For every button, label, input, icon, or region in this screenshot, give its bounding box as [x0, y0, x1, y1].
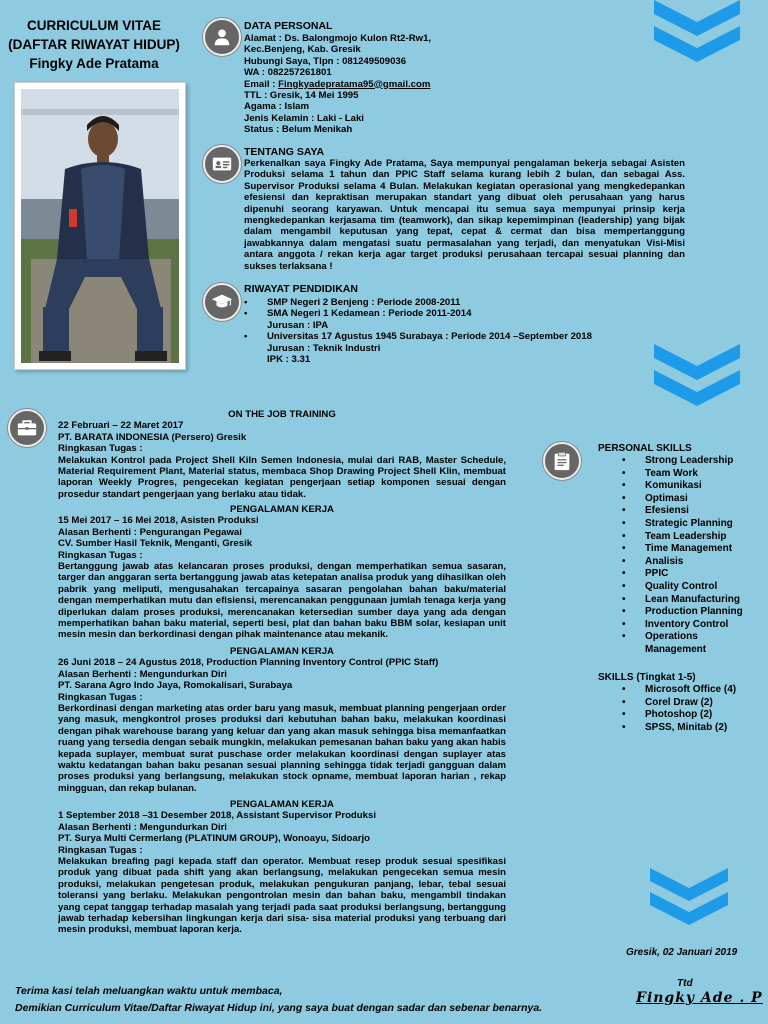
skill-item: • Quality Control: [622, 581, 758, 594]
footer: [15, 983, 595, 1017]
experience-line: 15 Mei 2017 – 16 Mei 2018, Asisten Produksi: [58, 515, 259, 527]
briefcase-icon-circle: [8, 409, 46, 447]
experience-text: Melakukan breafing pagi kepada staff dan operator. Membuat resep produk sesuai spesifikasi produk yang dibuat pada shift yang akan berlangsung, melakukan pengecekan semua mesin produksi, melakukan pengetesan produk, melakukan pengukuran panjang, lebar, tebal sesuai toleransi yang berlaku. Melakukan pengontrolan mesin dan bahan baku, mengambil tindakan yang cepat tanggap terhadap masalah yang terjadi pada saat produksi berlangsung, bertanggung jawab terhadap kebersihan lingkungan kerja dari sisa- sisa material produksi yang terbuang dari mesin produksi, membuat laporan kerja.: [58, 856, 506, 936]
personal-line: TTL : Gresik, 14 Mei 1995: [244, 90, 359, 102]
personal-email: Email : Fingkyadepratama95@gmail.com: [244, 78, 431, 90]
ojt-line: 22 Februari – 22 Maret 2017: [58, 420, 184, 432]
education-item: [244, 297, 684, 308]
skills-section: [598, 672, 758, 734]
signature-ttd: Ttd: [677, 978, 693, 989]
clipboard-icon: [551, 450, 573, 472]
footer-line: Terima kasi telah meluangkan waktu untuk membaca,: [15, 985, 283, 997]
personal-line: Hubungi Saya, Tlpn : 081249509036: [244, 55, 407, 67]
experience-line: Alasan Berhenti : Mengundurkan Diri: [58, 821, 227, 833]
education-title: RIWAYAT PENDIDIKAN: [244, 283, 358, 295]
skill-item: • SPSS, Minitab (2): [622, 722, 758, 735]
graduation-cap-icon: [211, 291, 233, 313]
education-line: Jurusan : IPA: [267, 319, 329, 331]
graduation-icon-circle: [203, 283, 241, 321]
experience-text: Berkordinasi dengan marketing atas order baru yang masuk, membuat planning pengerjaan order yang masuk, mengkontrol proses produksi dari kebutuhan bahan baku, melakukan koordinasi dengan pihak warehouse barang yang keluar dan yang akan masuk sehingga bisa memanfaatkan ruang yang tersedia dengan sebaik mungkin, melakukan pemesanan bahan baku yang akan habis kepada suplayer, membuat surat puschase order melakukan koordinasi dengan suplayer atas waktu kedatangan bahan baku pesanan sesuai planning sehingga tidak terjadi gangguan dalam proses produksi yang berlangsung, melakukan stock opname, membuat laporan harian , rekap mingguan, dan rekap bulanan.: [58, 703, 506, 794]
education-line: IPK : 3.31: [267, 354, 311, 366]
about-section: [244, 146, 685, 272]
skill-item: • Analisis: [622, 556, 758, 569]
briefcase-icon: [16, 417, 38, 439]
personal-line: Agama : Islam: [244, 101, 310, 113]
cv-subtitle: (DAFTAR RIWAYAT HIDUP): [8, 37, 180, 52]
clipboard-icon-circle: [543, 442, 581, 480]
experience-section: [58, 646, 506, 794]
ojt-text: Melakukan Kontrol pada Project Shell Kiln Semen Indonesia, mulai dari RAB, Master Schedule, Material Requirement Plant, Material status, membaca Shop Drawing Project Shell Klin, membuat laporan Weekly Progres, pengecekan kegiatan pengerjaan setiap komponen sesuai dengan prosedur standart pengerjaan yang berlaku atau tidak.: [58, 454, 506, 500]
personal-title: DATA PERSONAL: [244, 20, 333, 32]
skill-item: • Team Leadership: [622, 531, 758, 544]
about-text: Perkenalkan saya Fingky Ade Pratama, Saya mempunyai pengalaman bekerja sebagai Asisten Produksi selama 1 tahun dan PPIC Staff selama kurang lebih 2 bulan, dan sebagai Ass. Supervisor Produksi selama 4 Bulan. Melakukan kegiatan operasional yang mengkedepankan efesiensi dan kepraktisan merupakan standart yang dibuat oleh perusahaan yang harus dipenuhi seorang karyawan. Untuk mencapai itu semua saya mempunyai prinsip kerja mengkedepankan kerjasama tim (teamwork), dan sikap kepemimpinan (leadership) yang bijak dalam mengambil keputusan yang tepat, cepat & cermat dan bisa mempertanggung jawabkannya dalam mengatasi suatu permasalahan yang terjadi, dan menyatukan Visi-Misi antara anggota / rekan kerja agar target produksi perusahaan tercapai sesuai planning dan sukses terlaksana !: [244, 158, 685, 272]
experience-line: Alasan Berhenti : Pengurangan Pegawai: [58, 526, 242, 538]
chevron-down-icon: [652, 344, 742, 410]
profile-photo-image: [21, 89, 179, 363]
person-illustration: [21, 89, 179, 363]
ojt-section: [58, 409, 506, 500]
education-line: • Universitas 17 Agustus 1945 Surabaya : Periode 2014 –September 2018: [267, 331, 592, 343]
experience-line: Ringkasan Tugas :: [58, 549, 143, 561]
chevron-decoration-bottom: [648, 868, 730, 930]
about-title: TENTANG SAYA: [244, 146, 325, 158]
education-line: • SMA Negeri 1 Kedamean : Periode 2011-2014: [267, 308, 472, 320]
chevron-decoration-middle: [652, 344, 742, 410]
experience-line: PT. Surya Multi Cermerlang (PLATINUM GROUP), Wonoayu, Sidoarjo: [58, 833, 371, 845]
id-card-icon-circle: [203, 145, 241, 183]
experience-text: Bertanggung jawab atas kelancaran proses produksi, dengan memperhatikan semua sasaran, targer dan anggaran serta bertanggung jawab atas ketepatan analisa produk yang dihasilkan oleh pabrik yang meliputi, mengusahakan tercapainya sasaran pengolahan bahan baku/material dengan memperhatikan mutu dan efisiensi, merencanakan penggunaan jumlah tenaga kerja yang diperlukan dalam proses produksi, merencanakan ketersedian sumber daya yang ada dengan memperhatikan bahan baku material, seperti besi, plat dan bahan baku BBM solar, kesiapan unit mesin mesin dan berkordinasi dengan pihak maintenance atau mekanik.: [58, 561, 506, 641]
personal-skills-list: [598, 455, 758, 657]
skill-item: • Komunikasi: [622, 480, 758, 493]
profile-photo: [14, 82, 186, 370]
personal-line: Alamat : Ds. Balongmojo Kulon Rt2-Rw1,: [244, 33, 432, 44]
skill-item: • Photoshop (2): [622, 709, 758, 722]
skills-list: [598, 684, 758, 734]
signature-name: Fingky Ade . P: [636, 990, 763, 1006]
experience-title: PENGALAMAN KERJA: [230, 646, 334, 657]
education-line: Jurusan : Teknik Industri: [267, 342, 381, 354]
experience-line: CV. Sumber Hasil Teknik, Menganti, Gresik: [58, 538, 253, 550]
experience-line: Alasan Berhenti : Mengundurkan Diri: [58, 668, 227, 680]
ojt-title: ON THE JOB TRAINING: [228, 409, 336, 420]
skill-item: • Efesiensi: [622, 505, 758, 518]
chevron-down-icon: [652, 0, 742, 66]
skill-item: • Team Work: [622, 468, 758, 481]
experience-line: Ringkasan Tugas :: [58, 844, 143, 856]
skill-item: • Production Planning: [622, 606, 758, 619]
person-icon: [211, 26, 233, 48]
experience-line: PT. Sarana Agro Indo Jaya, Romokalisari, Surabaya: [58, 680, 293, 692]
skill-item: • Operations Management: [622, 631, 725, 656]
experience-section: [58, 799, 506, 936]
personal-skills-title: PERSONAL SKILLS: [598, 443, 692, 454]
skill-item: • Strategic Planning: [622, 518, 758, 531]
skill-item: • Lean Manufacturing: [622, 594, 758, 607]
ojt-line: Ringkasan Tugas :: [58, 443, 143, 455]
id-card-icon: [211, 153, 233, 175]
experience-line: Ringkasan Tugas :: [58, 691, 143, 703]
signature-date: Gresik, 02 Januari 2019: [626, 947, 738, 958]
experience-title: PENGALAMAN KERJA: [230, 504, 334, 515]
personal-line: WA : 082257261801: [244, 67, 332, 79]
personal-skills-section: [598, 443, 758, 657]
chevron-decoration-top: [652, 0, 742, 66]
ojt-line: PT. BARATA INDONESIA (Persero) Gresik: [58, 431, 247, 443]
skill-item: • Time Management: [622, 543, 758, 556]
education-list: [244, 297, 684, 365]
footer-line: Demikian Curriculum Vitae/Daftar Riwayat Hidup ini, yang saya buat dengan sadar dan sebenar benarnya.: [15, 1002, 543, 1014]
experience-section: [58, 504, 506, 641]
personal-line: Status : Belum Menikah: [244, 124, 353, 136]
skill-item: • Inventory Control: [622, 619, 758, 632]
personal-section: [244, 20, 574, 136]
person-icon-circle: [203, 18, 241, 56]
skills-title: SKILLS (Tingkat 1-5): [598, 672, 696, 683]
experience-line: 26 Juni 2018 – 24 Agustus 2018, Production Planning Inventory Control (PPIC Staff): [58, 657, 439, 669]
education-item: [244, 308, 684, 331]
email-value: Fingkyadepratama95@gmail.com: [278, 78, 431, 90]
personal-line: Jenis Kelamin : Laki - Laki: [244, 112, 364, 124]
skill-item: • Optimasi: [622, 493, 758, 506]
experience-title: PENGALAMAN KERJA: [230, 799, 334, 810]
skill-item: • Strong Leadership: [622, 455, 758, 468]
skill-item: • PPIC: [622, 568, 758, 581]
skill-item: • Corel Draw (2): [622, 697, 758, 710]
cv-name: Fingky Ade Pratama: [29, 56, 159, 71]
education-item: [244, 331, 684, 365]
skill-item: • Microsoft Office (4): [622, 684, 758, 697]
cv-title: CURRICULUM VITAE: [27, 18, 161, 33]
chevron-down-icon: [648, 868, 730, 930]
experience-line: 1 September 2018 –31 Desember 2018, Assistant Supervisor Produksi: [58, 810, 376, 822]
personal-line: Kec.Benjeng, Kab. Gresik: [244, 44, 361, 56]
education-line: • SMP Negeri 2 Benjeng : Periode 2008-2011: [267, 297, 461, 308]
education-section: [244, 283, 684, 365]
cv-header: [0, 16, 188, 73]
